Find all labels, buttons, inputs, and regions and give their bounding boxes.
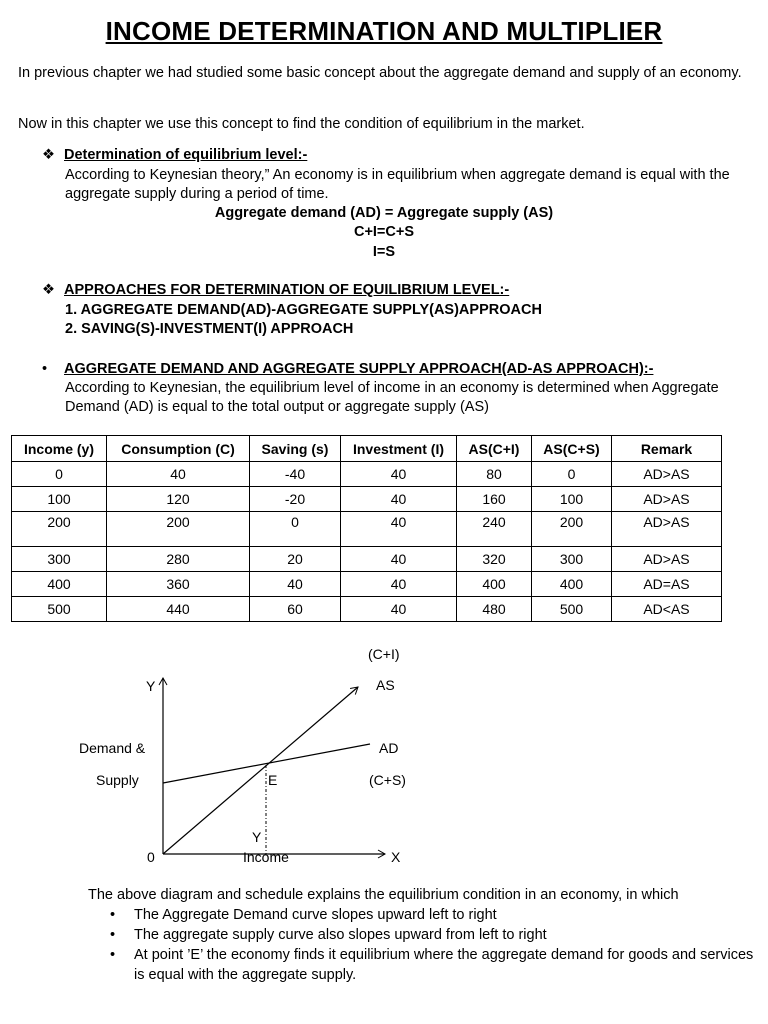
list-item: • The aggregate supply curve also slopes upward from left to right [110, 925, 755, 945]
table-header-cell: Remark [612, 436, 722, 462]
table-cell: 160 [457, 487, 532, 512]
ad-curve [163, 744, 370, 783]
label-y-axis: Y [146, 678, 156, 694]
table-cell: 0 [12, 462, 107, 487]
table-cell: 440 [107, 597, 250, 622]
label-origin: 0 [147, 849, 155, 865]
intro-paragraph-1: In previous chapter we had studied some basic concept about the aggregate demand and supply of an economy. [18, 65, 742, 81]
table-cell: 200 [107, 512, 250, 547]
table-cell: 100 [532, 487, 612, 512]
table-cell: 400 [12, 572, 107, 597]
table-header-cell: Income (y) [12, 436, 107, 462]
table-row [12, 597, 722, 622]
table-cell: 320 [457, 547, 532, 572]
table-cell: 280 [107, 547, 250, 572]
table-cell: 500 [532, 597, 612, 622]
table-cell: 80 [457, 462, 532, 487]
table-cell: 500 [12, 597, 107, 622]
table-cell: 40 [341, 547, 457, 572]
table-cell: AD>AS [612, 512, 722, 547]
table-cell: 60 [250, 597, 341, 622]
table-cell: 360 [107, 572, 250, 597]
table-cell: 0 [250, 512, 341, 547]
page-title: INCOME DETERMINATION AND MULTIPLIER [105, 16, 663, 46]
table-cell: 200 [12, 512, 107, 547]
label-as: AS [376, 677, 395, 693]
diamond-bullet-icon: ❖ [42, 282, 55, 298]
label-y-point: Y [252, 829, 262, 845]
table-row [12, 547, 722, 572]
approach-item-1: 1. AGGREGATE DEMAND(AD)-AGGREGATE SUPPLY(AS)APPROACH [65, 302, 542, 318]
table-cell: 240 [457, 512, 532, 547]
table-row [12, 572, 722, 597]
table-cell: 40 [341, 572, 457, 597]
table-header-cell: AS(C+I) [457, 436, 532, 462]
table-cell: AD>AS [612, 487, 722, 512]
table-cell: AD<AS [612, 597, 722, 622]
diamond-bullet-icon: ❖ [42, 147, 55, 163]
section-heading-text: Determination of equilibrium level:- [64, 147, 308, 163]
table-header-cell: Investment (I) [341, 436, 457, 462]
table-cell: 480 [457, 597, 532, 622]
section-adas-heading [42, 360, 742, 379]
table-cell: 40 [250, 572, 341, 597]
table-cell: -20 [250, 487, 341, 512]
equation-i-s: I=S [372, 244, 396, 260]
table-cell: -40 [250, 462, 341, 487]
section-equilibrium-text: According to Keynesian theory,” An economy is in equilibrium when aggregate demand is equal with the aggregate supply during a period of time. [65, 167, 730, 202]
table-row [12, 462, 722, 487]
list-item: • At point ’E’ the economy finds it equilibrium where the aggregate demand for goods and services is equal with the aggregate supply. [110, 945, 755, 985]
equation-ad-as: Aggregate demand (AD) = Aggregate supply (AS) [214, 205, 554, 221]
table-cell: 40 [341, 597, 457, 622]
table-cell: 200 [532, 512, 612, 547]
round-bullet-icon: • [42, 361, 48, 377]
table-cell: 400 [457, 572, 532, 597]
table-cell: 40 [341, 462, 457, 487]
income-schedule-table [11, 435, 722, 622]
section-heading-text: APPROACHES FOR DETERMINATION OF EQUILIBRIUM LEVEL:- [64, 282, 510, 298]
intro-paragraph-2: Now in this chapter we use this concept to find the condition of equilibrium in the market. [18, 116, 585, 132]
list-item: • The Aggregate Demand curve slopes upward left to right [110, 905, 755, 925]
label-supply: Supply [96, 772, 139, 788]
closing-paragraph: The above diagram and schedule explains the equilibrium condition in an economy, in which [88, 887, 679, 903]
table-cell: 100 [12, 487, 107, 512]
label-ci: (C+I) [368, 646, 400, 662]
label-cs: (C+S) [369, 772, 406, 788]
label-ad: AD [379, 740, 399, 756]
ad-as-diagram [0, 640, 768, 880]
approach-item-2: 2. SAVING(S)-INVESTMENT(I) APPROACH [65, 321, 354, 337]
table-cell: 300 [532, 547, 612, 572]
table-cell: 300 [12, 547, 107, 572]
section-adas-text: According to Keynesian, the equilibrium level of income in an economy is determined when Aggregate Demand (AD) is equal to the total output or aggregate supply (AS) [65, 380, 719, 415]
equation-ci-cs: C+I=C+S [353, 224, 415, 240]
label-e: E [268, 772, 278, 788]
summary-points-list [110, 905, 755, 985]
label-income: Income [243, 849, 289, 865]
section-heading-text: AGGREGATE DEMAND AND AGGREGATE SUPPLY APPROACH(AD-AS APPROACH):- [64, 361, 654, 377]
table-header-row [12, 436, 722, 462]
table-cell: 40 [341, 512, 457, 547]
section-equilibrium-heading [42, 146, 742, 165]
table-cell: AD=AS [612, 572, 722, 597]
table-row [12, 512, 722, 547]
table-cell: 40 [107, 462, 250, 487]
label-demand: Demand & [79, 740, 146, 756]
table-cell: 400 [532, 572, 612, 597]
table-cell: 0 [532, 462, 612, 487]
table-header-cell: AS(C+S) [532, 436, 612, 462]
label-x-axis: X [391, 849, 401, 865]
table-cell: AD>AS [612, 547, 722, 572]
section-approaches-heading [42, 281, 742, 300]
table-cell: 20 [250, 547, 341, 572]
table-header-cell: Consumption (C) [107, 436, 250, 462]
table-cell: 40 [341, 487, 457, 512]
table-cell: AD>AS [612, 462, 722, 487]
table-row [12, 487, 722, 512]
table-header-cell: Saving (s) [250, 436, 341, 462]
table-cell: 120 [107, 487, 250, 512]
